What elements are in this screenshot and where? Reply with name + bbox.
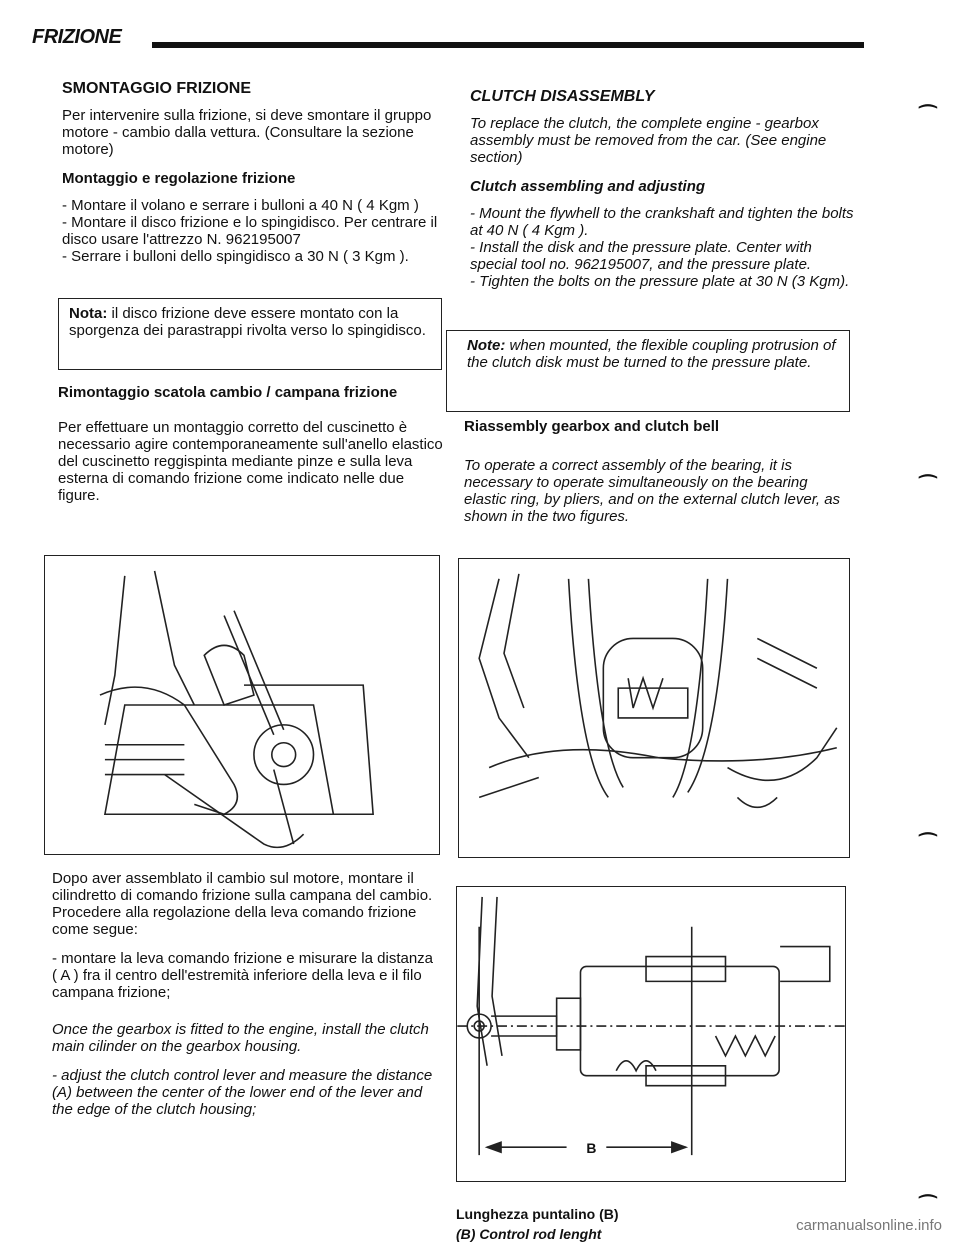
left-para2: Per effettuare un montaggio corretto del cuscinetto è necessario agire contemporaneamente sull'anello elastico del cuscinetto reggispinta mediante pinze e sulla leva esterna di comando frizione come indicato nelle due figure.: [58, 419, 443, 504]
left-note-box: [58, 298, 442, 370]
left-intro: Per intervenire sulla frizione, si deve smontare il gruppo motore - cambio dalla vettura. (Consultare la sezione motore): [62, 107, 432, 158]
left-step-2: - Montare il disco frizione e lo spingidisco. Per centrare il disco usare l'attrezzo N. 962195007: [62, 214, 438, 248]
right-column-2: [464, 418, 854, 537]
right-intro: To replace the clutch, the complete engine - gearbox assembly must be removed from the car. (See engine section): [470, 115, 827, 166]
left-step-1: - Montare il volano e serrare i bulloni a 40 N ( 4 Kgm ): [62, 197, 419, 214]
right-note-label: Note:: [467, 337, 506, 354]
caption-it: Lunghezza puntalino (B): [456, 1206, 619, 1222]
watermark: carmanualsonline.info: [796, 1217, 942, 1234]
caption-en: (B) Control rod lenght: [456, 1226, 602, 1242]
edge-mark-2: ⁀: [919, 476, 936, 498]
right-sub2: Riassembly gearbox and clutch bell: [464, 418, 720, 435]
left-note-label: Nota:: [69, 305, 108, 322]
right-column: [470, 88, 860, 290]
edge-mark-4: ⁀: [919, 1196, 936, 1218]
left-para3: Dopo aver assemblato il cambio sul motore, montare il cilindretto di comando frizione sulla campana del cambio. Procedere alla regolazione della leva comando frizione come segue:: [52, 870, 433, 938]
left-note-text: il disco frizione deve essere montato con la sporgenza dei parastrappi rivolta verso lo spingidisco.: [69, 305, 426, 339]
left-title: SMONTAGGIO FRIZIONE: [62, 80, 252, 97]
left-step-3: - Serrare i bulloni dello spingidisco a 30 N ( 3 Kgm ).: [62, 248, 409, 265]
left-column: [62, 80, 447, 265]
right-note-text: when mounted, the flexible coupling protrusion of the clutch disk must be turned to the pressure plate.: [467, 337, 836, 371]
right-para2: To operate a correct assembly of the bearing, it is necessary to operate simultaneously on the bearing elastic ring, by pliers, and on the external clutch lever, as shown in the two figures.: [464, 457, 841, 525]
pliers-drawing: [45, 556, 439, 854]
left-column-3: [52, 870, 437, 1130]
right-note-box: [446, 330, 850, 412]
header-rule: [152, 42, 864, 72]
figure-pliers: [44, 555, 440, 855]
edge-mark-1: ⁀: [919, 106, 936, 128]
left-sub2: Rimontaggio scatola cambio / campana frizione: [58, 384, 398, 401]
dim-label-b: B: [586, 1140, 597, 1157]
left-para5: Once the gearbox is fitted to the engine, install the clutch main cilinder on the gearbox housing.: [52, 1021, 429, 1055]
right-step-1: - Mount the flywhell to the crankshaft and tighten the bolts at 40 N ( 4 Kgm ).: [470, 205, 854, 239]
control-rod-drawing: [457, 887, 845, 1181]
left-para6: - adjust the clutch control lever and measure the distance (A) between the center of the lower end of the lever and the edge of the clutch housing;: [52, 1067, 433, 1118]
right-sub1: Clutch assembling and adjusting: [470, 178, 706, 195]
right-step-3: - Tighten the bolts on the pressure plate at 30 N (3 Kgm).: [470, 273, 850, 290]
right-step-2: - Install the disk and the pressure plate. Center with special tool no. 962195007, and the pressure plate.: [470, 239, 812, 273]
edge-mark-3: ⁀: [919, 834, 936, 856]
right-title: CLUTCH DISASSEMBLY: [470, 88, 655, 105]
figure-lever: [458, 558, 850, 858]
figure-control-rod: [456, 886, 846, 1182]
left-sub1: Montaggio e regolazione frizione: [62, 170, 296, 187]
left-para4: - montare la leva comando frizione e misurare la distanza ( A ) fra il centro dell'estremità inferiore della leva e il filo campana frizione;: [52, 950, 434, 1001]
left-column-2: [58, 384, 443, 516]
section-title: FRIZIONE: [32, 26, 122, 48]
lever-drawing: [459, 559, 849, 857]
